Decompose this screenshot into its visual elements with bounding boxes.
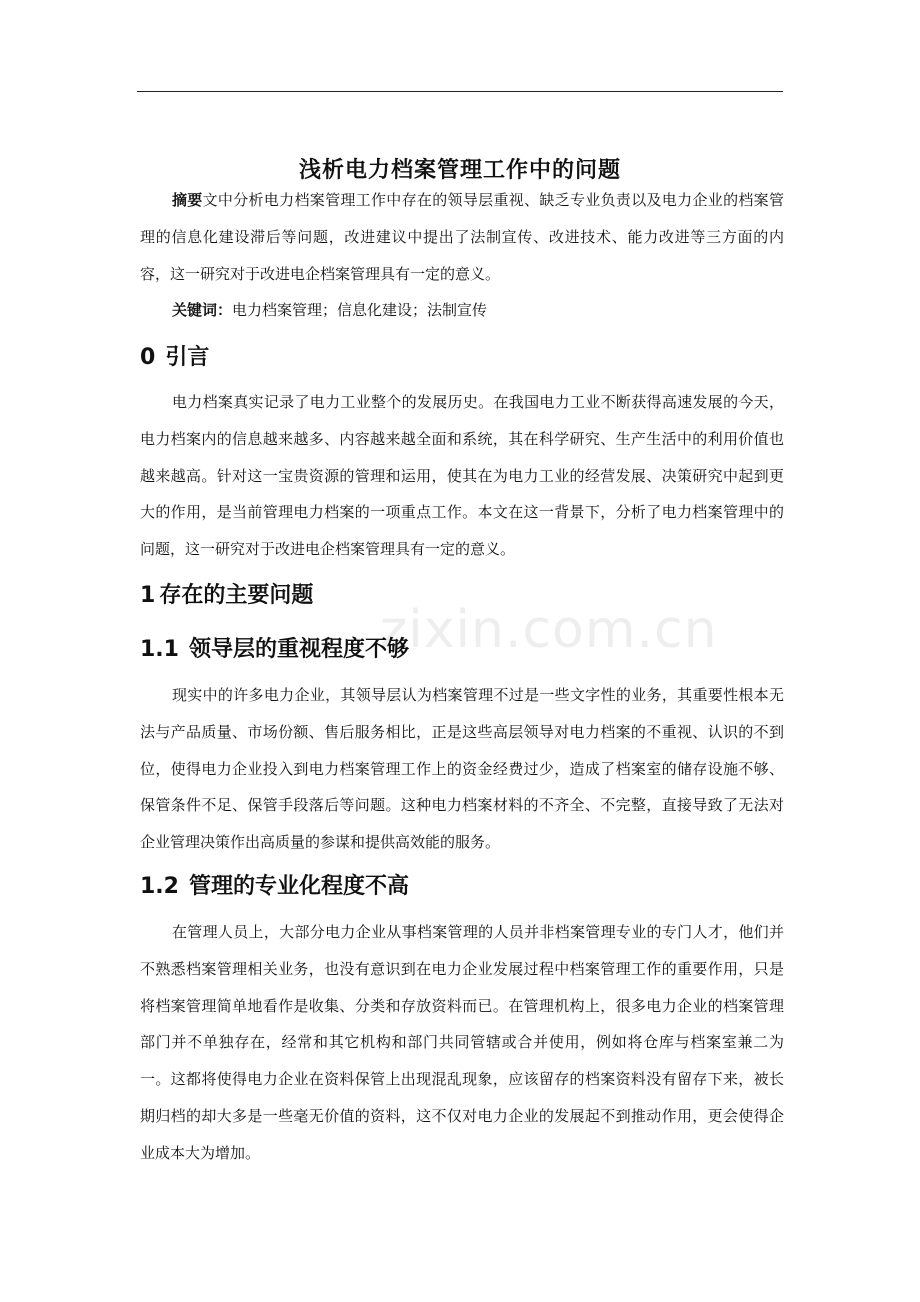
abstract-label: 摘要 [172,191,203,209]
section-title: 引言 [165,345,210,370]
section-number: 1.2 [140,874,179,899]
section-1-1-paragraph: 现实中的许多电力企业，其领导层认为档案管理不过是一些文字性的业务，其重要性根本无法与产品质量、市场份额、售后服务相比，正是这些高层领导对电力档案的不重视、认识的不到位，使得电力企业投入到电力档案管理工作上的资金经费过少，造成了档案室的储存设施不够、保管条件不足、保管手段落后等问题。这种电力档案材料的不齐全、不完整，直接导致了无法对企业管理决策作出高质量的参谋和提供高效能的服务。 [140,686,784,852]
section-number: 0 [140,345,156,370]
section-number: 1.1 [140,637,179,662]
abstract-text: 文中分析电力档案管理工作中存在的领导层重视、缺乏专业负责以及电力企业的档案管理的信息化建设滞后等问题，改进建议中提出了法制宣传、改进技术、能力改进等三方面的内容，这一研究对于改进电企档案管理具有一定的意义。 [140,191,784,283]
section-heading-1 [140,578,313,609]
section-title: 管理的专业化程度不高 [188,874,409,899]
section-heading-1-1 [140,632,409,663]
abstract-paragraph [140,182,784,292]
keywords-label: 关键词： [172,301,233,319]
keywords-paragraph [140,292,784,329]
keywords-text: 电力档案管理；信息化建设；法制宣传 [232,301,488,319]
section-title: 存在的主要问题 [159,583,314,608]
section-title: 领导层的重视程度不够 [188,637,409,662]
intro-paragraph: 电力档案真实记录了电力工业整个的发展历史。在我国电力工业不断获得高速发展的今天，电力档案内的信息越来越多、内容越来越全面和系统，其在科学研究、生产生活中的利用价值也越来越高。针对这一宝贵资源的管理和运用，使其在为电力工业的经营发展、决策研究中起到更大的作用，是当前管理电力档案的一项重点工作。本文在这一背景下，分析了电力档案管理中的问题，这一研究对于改进电企档案管理具有一定的意义。 [140,393,784,559]
header-rule [137,91,783,92]
section-heading-intro [140,340,209,371]
section-number: 1 [140,583,156,608]
section-1-2-paragraph: 在管理人员上，大部分电力企业从事档案管理的人员并非档案管理专业的专门人才，他们并不熟悉档案管理相关业务，也没有意识到在电力企业发展过程中档案管理工作的重要作用，只是将档案管理简单地看作是收集、分类和存放资料而已。在管理机构上，很多电力企业的档案管理部门并不单独存在，经常和其它机构和部门共同管辖或合并使用，例如将仓库与档案室兼二为一。这都将使得电力企业在资料保管上出现混乱现象，应该留存的档案资料没有留存下来，被长期归档的却大多是一些毫无价值的资料，这不仅对电力企业的发展起不到推动作用，更会使得企业成本大为增加。 [140,923,784,1162]
watermark: zixin.com.cn [380,600,718,660]
document-title: 浅析电力档案管理工作中的问题 [298,157,621,183]
section-heading-1-2 [140,869,409,900]
